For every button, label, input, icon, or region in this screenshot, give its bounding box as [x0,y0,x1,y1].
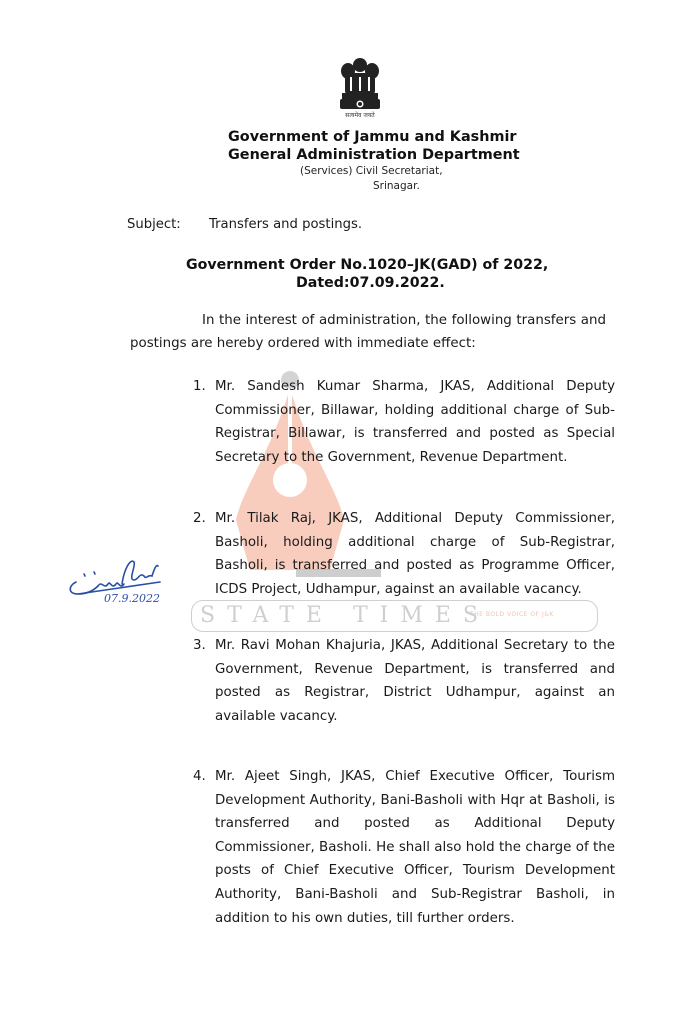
item-text: Mr. Ajeet Singh, JKAS, Chief Executive Officer, Tourism Development Authority, Bani-Basholi with Hqr at Basholi, is transferred and posted as Additional Deputy Commissioner, Basholi. He shall also hold the charge of the posts of Chief Executive Officer, Tourism Development Authority, Bani-Basholi and Sub-Registrar Basholi, in addition to his own duties, till further orders. [215,769,615,926]
letterhead-title [228,128,528,164]
item-text: Mr. Sandesh Kumar Sharma, JKAS, Additional Deputy Commissioner, Billawar, holding additional charge of Sub-Registrar, Billawar, is transferred and posted as Special Secretary to the Government, Revenue Department. [215,379,615,465]
item-number: 1. [193,379,206,394]
national-emblem-icon [333,55,387,111]
government-name: Government of Jammu and Kashmir [228,129,517,145]
watermark-tagline: THE BOLD VOICE OF J&K [470,611,554,618]
order-item [193,375,615,469]
item-text: Mr. Ravi Mohan Khajuria, JKAS, Additional Secretary to the Government, Revenue Department, is transferred and posted as Registrar, District Udhampur, against an available vacancy. [215,638,615,724]
letterhead-address [300,164,520,194]
address-line-2: Srinagar. [373,180,420,192]
watermark-brand: STATE TIMES [200,603,490,628]
item-text: Mr. Tilak Raj, JKAS, Additional Deputy Commissioner, Basholi, holding additional charge of Sub-Registrar, Basholi, is transferred and posted as Programme Officer, ICDS Project, Udhampur, against an available vacancy. [215,511,615,597]
intro-paragraph [130,309,606,355]
order-date: Dated:07.09.2022. [296,275,445,291]
order-number: Government Order No.1020–JK(GAD) of 2022, [186,257,549,273]
order-heading [186,256,548,292]
order-item [193,634,615,728]
item-number: 3. [193,638,206,653]
emblem-motto: सत्यमेव जयते [345,112,375,119]
address-line-1: (Services) Civil Secretariat, [300,165,443,177]
intro-text: In the interest of administration, the following transfers and postings are hereby ordered with immediate effect: [130,313,606,351]
order-item [193,507,615,601]
subject-line [127,217,362,232]
subject-value: Transfers and postings. [209,217,363,232]
department-name: General Administration Department [228,147,520,163]
signature-date: 07.9.2022 [104,592,160,605]
handwritten-signature [64,552,164,596]
subject-label: Subject: [127,217,181,232]
order-item [193,765,615,930]
item-number: 4. [193,769,206,784]
item-number: 2. [193,511,206,526]
